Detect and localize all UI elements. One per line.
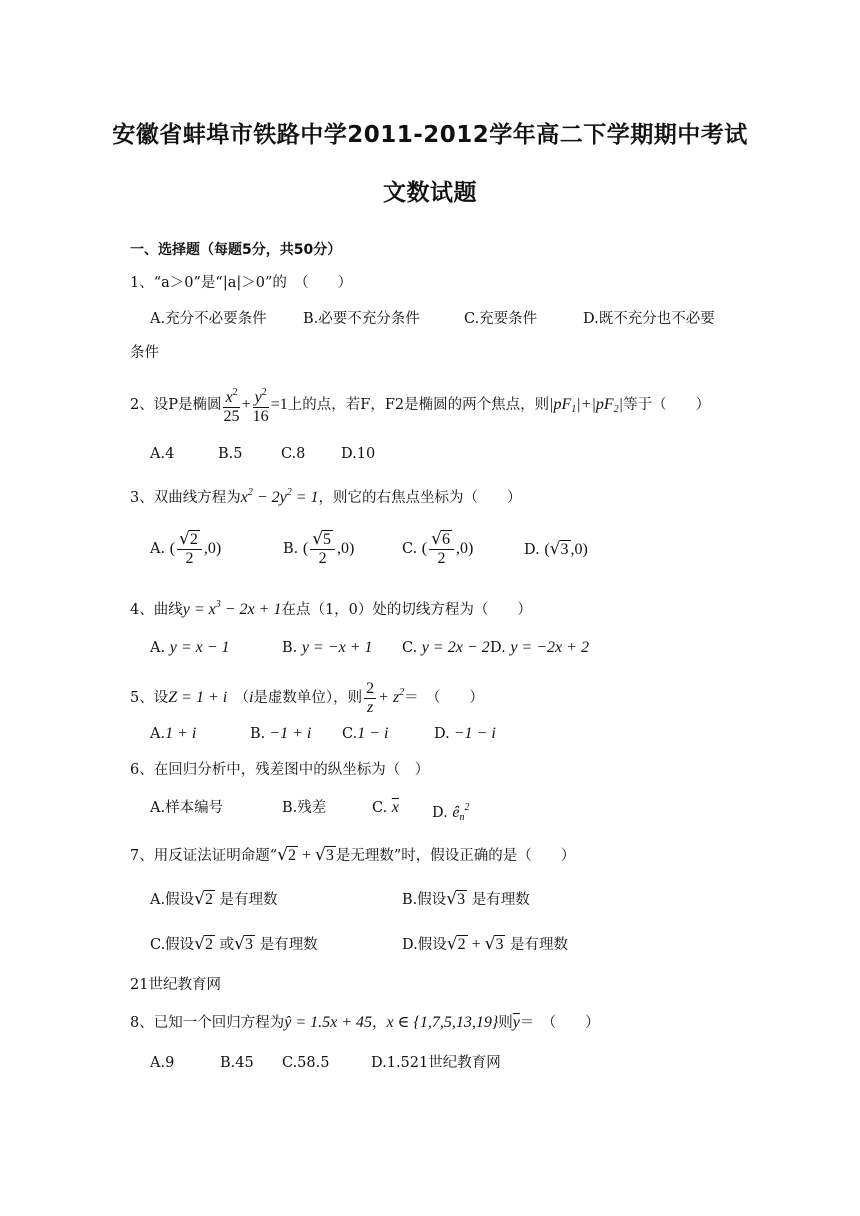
ellipse-x-term: $\frac{x^2}{25}$ (223, 384, 239, 426)
question-2-option-c: C.8 (281, 446, 306, 462)
question-6-option-b: B.残差 (282, 800, 327, 816)
question-2-option-a: A.4 (150, 446, 175, 462)
question-5-option-b: B. −1 + i (250, 725, 312, 742)
question-2-middle: 上的点，若F，F2是椭圆的两个焦点，则 (287, 397, 550, 413)
ellipse-y-term: $\frac{y^2}{16}$ (253, 384, 269, 426)
question-3-option-c: C. ( $\frac{√6}{2}$ ,0) (402, 529, 474, 567)
question-8-option-a: A.9 (150, 1055, 175, 1071)
question-8-option-b: B.45 (220, 1055, 254, 1071)
question-1-option-b: B.必要不充分条件 (303, 311, 420, 327)
question-4-prefix: 4、曲线 (130, 602, 183, 618)
question-3-option-a: A. ( $\frac{√2}{2}$ ,0) (150, 529, 222, 567)
question-5-stem: 5、设Z = 1 + i （i是虚数单位），则 $\frac{2}{z}$ + $z^2=$ （ ） (130, 679, 484, 716)
question-7-option-c: C.假设√2 或√3 是有理数 (150, 934, 318, 954)
question-8-option-c: C.58.5 (282, 1055, 330, 1071)
exam-subtitle: 文数试题 (383, 180, 477, 206)
exam-title: 安徽省蚌埠市铁路中学2011-2012学年高二下学期期中考试 (112, 122, 748, 148)
question-4-option-a: A. y = x − 1 (150, 639, 230, 656)
question-4-option-b: B. y = −x + 1 (282, 639, 373, 656)
question-1-stem: 1、“a＞0”是“|a|＞0”的 （ ） (130, 275, 353, 291)
watermark-text: 21世纪教育网 (130, 977, 221, 993)
focal-distance-sum: $|pF_1|+|pF_2|$ (549, 396, 624, 415)
question-7-option-b: B.假设√3 是有理数 (402, 889, 530, 909)
question-6-option-c: C. $\overline{x}$ (372, 799, 399, 816)
question-4-option-c: C. y = 2x − 2 (402, 639, 490, 656)
question-3-prefix: 3、双曲线方程为 (130, 490, 241, 506)
question-6-stem: 6、在回归分析中，残差图中的纵坐标为（ ） (130, 762, 430, 778)
question-7-option-d: D.假设√2 + √3 是有理数 (402, 934, 569, 954)
question-3-option-b: B. ( $\frac{√5}{2}$ ,0) (283, 529, 355, 567)
question-3-stem (130, 483, 522, 508)
question-2-suffix: 等于（ ） (623, 397, 711, 413)
question-3-suffix: ，则它的右焦点坐标为（ ） (318, 490, 522, 506)
hyperbola-equation: $x^2 - 2y^2 = 1$ (240, 487, 319, 506)
question-1-option-d: D.既不充分也不必要 (583, 311, 715, 327)
question-7-stem: 7、用反证法证明命题“√2 + √3 是无理数”时，假设正确的是（ ） (130, 845, 576, 865)
question-5-option-a: A.1 + i (150, 725, 197, 742)
question-3-option-d: D. (√3 ,0) (524, 539, 588, 559)
question-7-option-a: A.假设√2 是有理数 (150, 889, 278, 909)
question-2-stem: 2、设P是椭圆 $\frac{x^2}{25}$ + $\frac{y^2}{16}$ =1上的点，若F，F2是椭圆的两个焦点，则$|pF_1|+|pF_2|$等于（ ） (130, 384, 710, 430)
question-1-option-c: C.充要条件 (464, 311, 538, 327)
question-2-prefix: 2、设P是椭圆 (130, 397, 222, 413)
question-6-option-d: D. $ê_n^2$ (432, 802, 470, 823)
question-5-option-d: D. −1 − i (434, 725, 496, 742)
question-2-option-d: D.10 (341, 446, 376, 462)
question-4-option-d: D. y = −2x + 2 (490, 639, 589, 656)
question-4-stem (130, 595, 532, 620)
question-2-option-b: B.5 (218, 446, 243, 462)
question-1-option-d-wrap: 条件 (130, 345, 159, 361)
question-5-option-c: C.1 − i (342, 725, 389, 742)
question-8-stem: 8、已知一个回归方程为ŷ = 1.5x + 45，x ∈ {1,7,5,13,19}则$\overline{y}=$ （ ） (130, 1014, 600, 1031)
question-1-option-a: A.充分不必要条件 (150, 311, 267, 327)
curve-equation: $y = x^3 - 2x + 1$ (182, 599, 282, 618)
question-4-suffix: 在点（1，0）处的切线方程为（ ） (281, 602, 532, 618)
section-heading: 一、选择题（每题5分，共50分） (130, 242, 342, 258)
question-8-option-d: D.1.521世纪教育网 (371, 1055, 501, 1071)
question-6-option-a: A.样本编号 (150, 800, 224, 816)
